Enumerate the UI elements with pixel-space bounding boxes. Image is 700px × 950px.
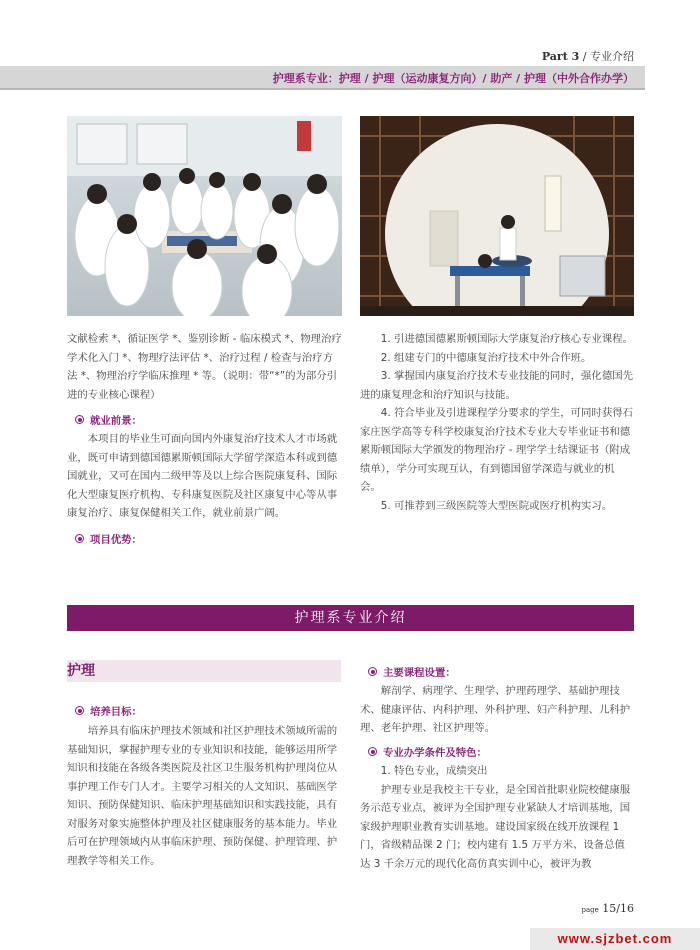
bullet-icon [368, 667, 377, 676]
advantage-heading-text: 项目优势： [90, 534, 142, 546]
nursing-title: 护理 [67, 663, 95, 679]
site-watermark: www.sjzbet.com [530, 928, 700, 950]
features-heading [368, 744, 487, 759]
employment-paragraph [67, 430, 342, 523]
features-heading-text: 专业办学条件及特色： [383, 747, 487, 759]
advantage-item-1: 1. 引进德国德累斯顿国际大学康复治疗核心专业课程。 [380, 333, 633, 345]
goal-text: 培养具有临床护理技术领域和社区护理技术领域所需的基础知识，掌握护理专业的专业知识和技能，能够运用所学知识和技能在各级各类医院及社区卫生服务机构护理岗位从事护理工作专门人才。主要学习相关的人文知识、基础医学知识、预防保健知识、临床护理基础知识和实践技能，具有对服务对象实施整体护理及社区健康服务的基本能力。毕业后可在护理领域内从事临床护理、预防保健、护理管理、护理教学等相关工作。 [67, 725, 338, 867]
section-banner: 护理系专业介绍 [67, 605, 634, 631]
employment-text: 本项目的毕业生可面向国内外康复治疗技术人才市场就业，既可申请到德国德累斯顿国际大学留学深造本科或到德国就业，又可在国内二级甲等及以上综合医院康复科、国际化大型康复医疗机构、专科康复医院及社区康复中心等从事康复治疗、康复保健相关工作，就业前景广阔。 [67, 433, 338, 519]
page-subtitle: 护理系专业：护理 / 护理（运动康复方向）/ 助产 / 护理（中外合作办学） [272, 72, 634, 85]
part-title: / 专业介绍 [582, 50, 634, 63]
header-band-accent [0, 88, 645, 90]
part-prefix: Part 3 [541, 50, 580, 63]
nursing-title-bar [67, 660, 341, 682]
page-number [582, 902, 634, 915]
advantage-item-4: 4. 符合毕业及引进课程学分要求的学生，可同时获得石家庄医学高等专科学校康复治疗技术专业大专毕业证书和德累斯顿国际大学颁发的物理治疗 - 理学学士结课证书（附成绩单），学分可实现互认，有到德国留学深造与就业的机会。 [360, 407, 633, 493]
courses-text: 解剖学、病理学、生理学、护理药理学、基础护理技术、健康评估、内科护理、外科护理、妇产科护理、儿科护理、老年护理、社区护理等。 [360, 685, 631, 734]
advantage-heading [75, 531, 142, 546]
bullet-icon [75, 534, 84, 543]
goal-heading [75, 703, 142, 718]
employment-heading-text: 就业前景： [90, 415, 142, 427]
advantage-item-3: 3. 掌握国内康复治疗技术专业技能的同时，强化德国先进的康复理念和治疗知识与技能。 [360, 370, 633, 401]
advantage-list [360, 330, 635, 515]
advantage-item-5: 5. 可推荐到三级医院等大型医院或医疗机构实习。 [380, 499, 613, 512]
courses-heading-text: 主要课程设置： [383, 667, 456, 679]
advantage-item-2: 2. 组建专门的中德康复治疗技术中外合作班。 [380, 351, 592, 364]
classroom-photo [67, 116, 342, 316]
goal-heading-text: 培养目标： [90, 706, 142, 718]
courses-paragraph [360, 682, 635, 738]
curriculum-intro [67, 330, 342, 404]
bullet-icon [368, 747, 377, 756]
therapy-room-photo [360, 116, 634, 316]
curriculum-intro-text: 文献检索 *、循证医学 *、鉴别诊断 - 临床模式 *、物理治疗学术化入门 *、物理疗法评估 *、治疗过程 / 检查与治疗方法 *、物理治疗学临床推理 * 等。（说明：带“*”的为部分引进的专业核心课程） [67, 333, 342, 401]
courses-heading [368, 664, 456, 679]
features-paragraph [360, 762, 635, 873]
features-text: 护理专业是我校主干专业，是全国首批职业院校健康服务示范专业点，被评为全国护理专业紧缺人才培训基地，国家级护理职业教育实训基地。建设国家级在线开放课程 1 门，省级精品课 2 门；校内建有 1.5 万平方米、设备总值达 3 千余万元的现代化高仿真实训中心，被评为教 [360, 783, 631, 870]
features-item-1: 1. 特色专业，成绩突出 [380, 765, 488, 777]
employment-heading [75, 412, 142, 427]
part-label [542, 48, 634, 64]
page-number-value: 15/16 [602, 902, 634, 915]
page-label: page [581, 906, 599, 914]
bullet-icon [75, 415, 84, 424]
bullet-icon [75, 706, 84, 715]
goal-paragraph [67, 722, 342, 870]
